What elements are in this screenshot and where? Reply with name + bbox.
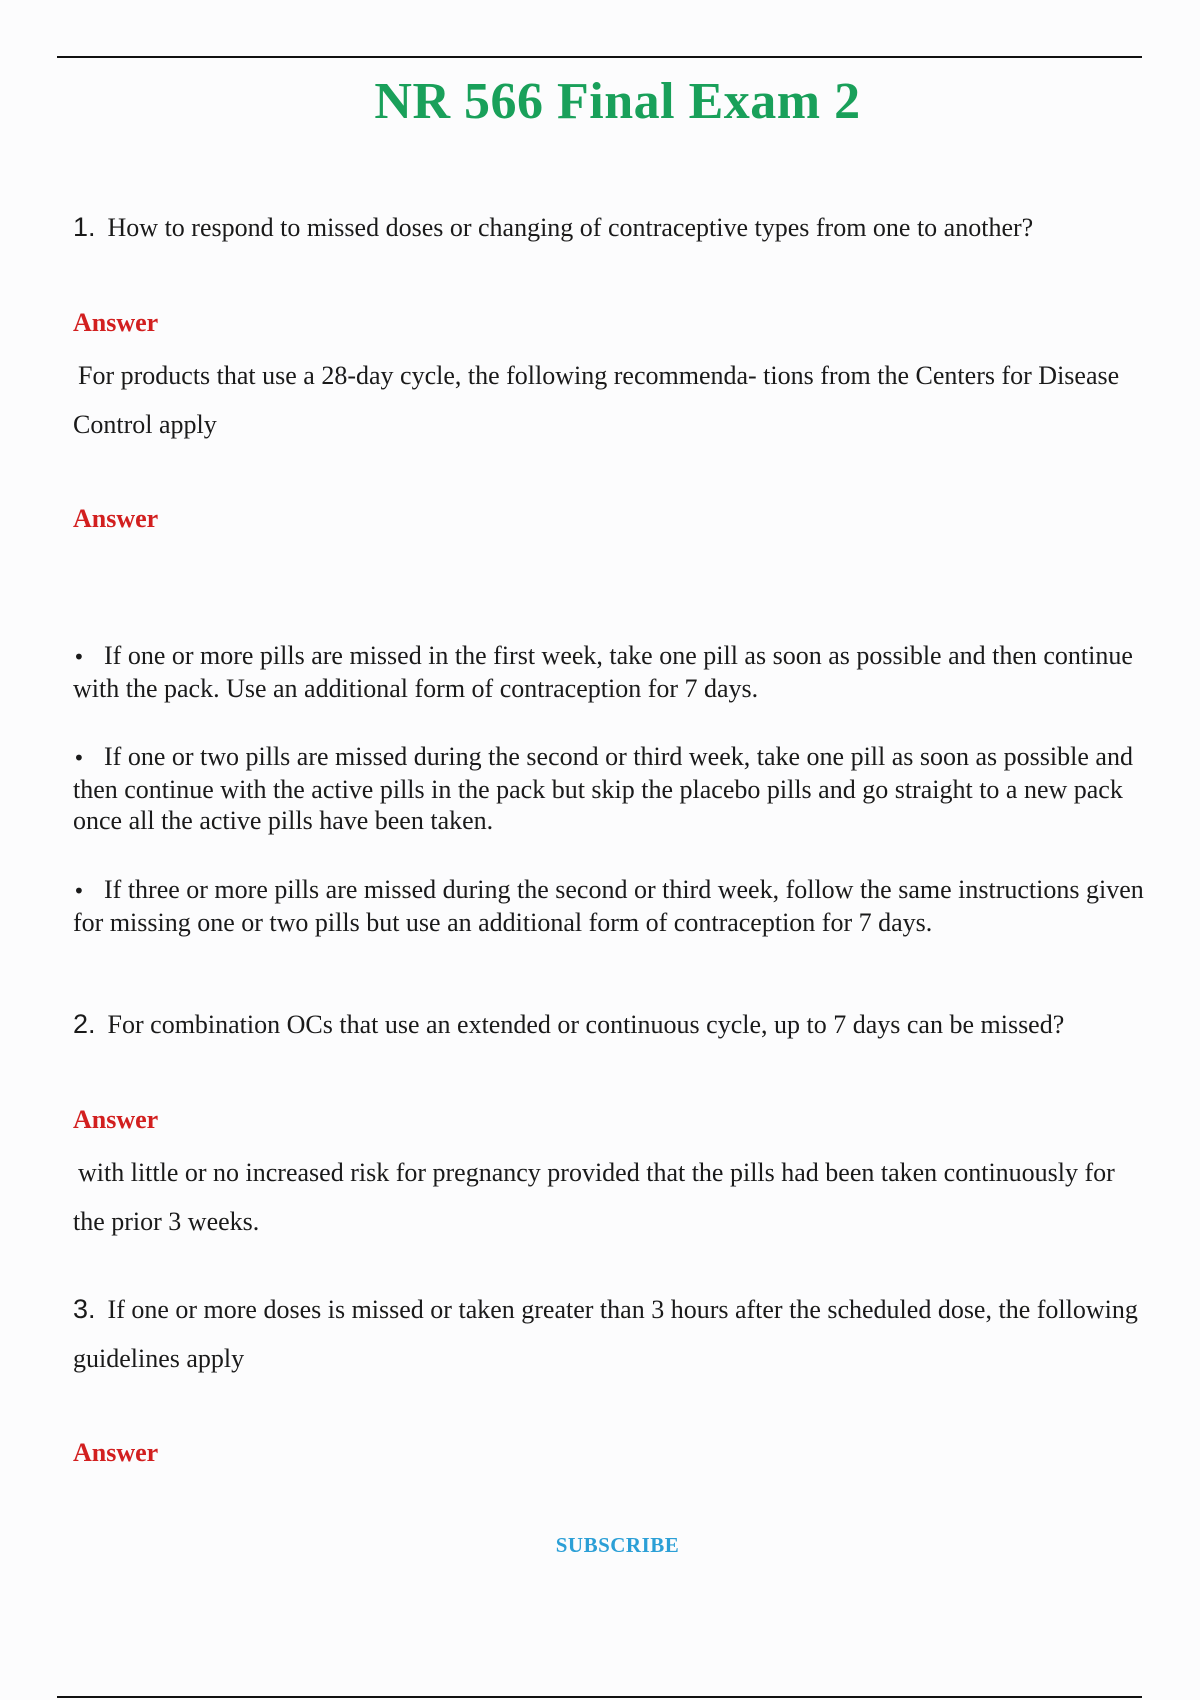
bottom-divider xyxy=(57,1696,1142,1698)
bullet-icon: • xyxy=(73,746,85,770)
answer-text xyxy=(73,1148,1153,1246)
list-item-text: If one or two pills are missed during the second or third week, take one pill as soon as possible and then continue with the active pills in the pack but skip the placebo pills and go straight to a new pack once all the active pills have been taken. xyxy=(73,742,1133,835)
answer-text xyxy=(73,351,1153,449)
question-number: 3. xyxy=(73,1294,96,1324)
question-1 xyxy=(73,203,1153,252)
question-3 xyxy=(73,1285,1153,1383)
answer-label: Answer xyxy=(73,1105,159,1134)
bullet-icon: • xyxy=(73,645,85,669)
question-text: For combination OCs that use an extended or continuous cycle, up to 7 days can be missed? xyxy=(107,1010,1065,1039)
question-number: 1. xyxy=(73,212,96,242)
bullet-icon: • xyxy=(73,879,85,903)
answer-text-content: with little or no increased risk for pregnancy provided that the pills had been taken continuously for the prior 3 weeks. xyxy=(73,1158,1115,1236)
subscribe-link[interactable]: SUBSCRIBE xyxy=(555,1533,680,1557)
page-title: NR 566 Final Exam 2 xyxy=(374,73,861,130)
answer-label: Answer xyxy=(73,504,159,533)
top-divider xyxy=(57,56,1142,58)
answer-text-content: For products that use a 28-day cycle, the following recommenda- tions from the Centers for Disease Control apply xyxy=(73,361,1120,439)
answer-label: Answer xyxy=(73,308,159,337)
list-item xyxy=(73,741,1148,836)
list-item xyxy=(73,874,1148,938)
question-text: How to respond to missed doses or changing of contraceptive types from one to another? xyxy=(107,213,1034,242)
question-number: 2. xyxy=(73,1009,96,1039)
answer-label: Answer xyxy=(73,1438,159,1467)
question-text: If one or more doses is missed or taken greater than 3 hours after the scheduled dose, the following guidelines apply xyxy=(73,1295,1138,1373)
list-item-text: If three or more pills are missed during the second or third week, follow the same instructions given for missing one or two pills but use an additional form of contraception for 7 days. xyxy=(73,875,1144,937)
question-2 xyxy=(73,1000,1153,1049)
list-item-text: If one or more pills are missed in the first week, take one pill as soon as possible and then continue with the pack. Use an additional form of contraception for 7 days. xyxy=(73,641,1133,703)
list-item xyxy=(73,640,1148,704)
